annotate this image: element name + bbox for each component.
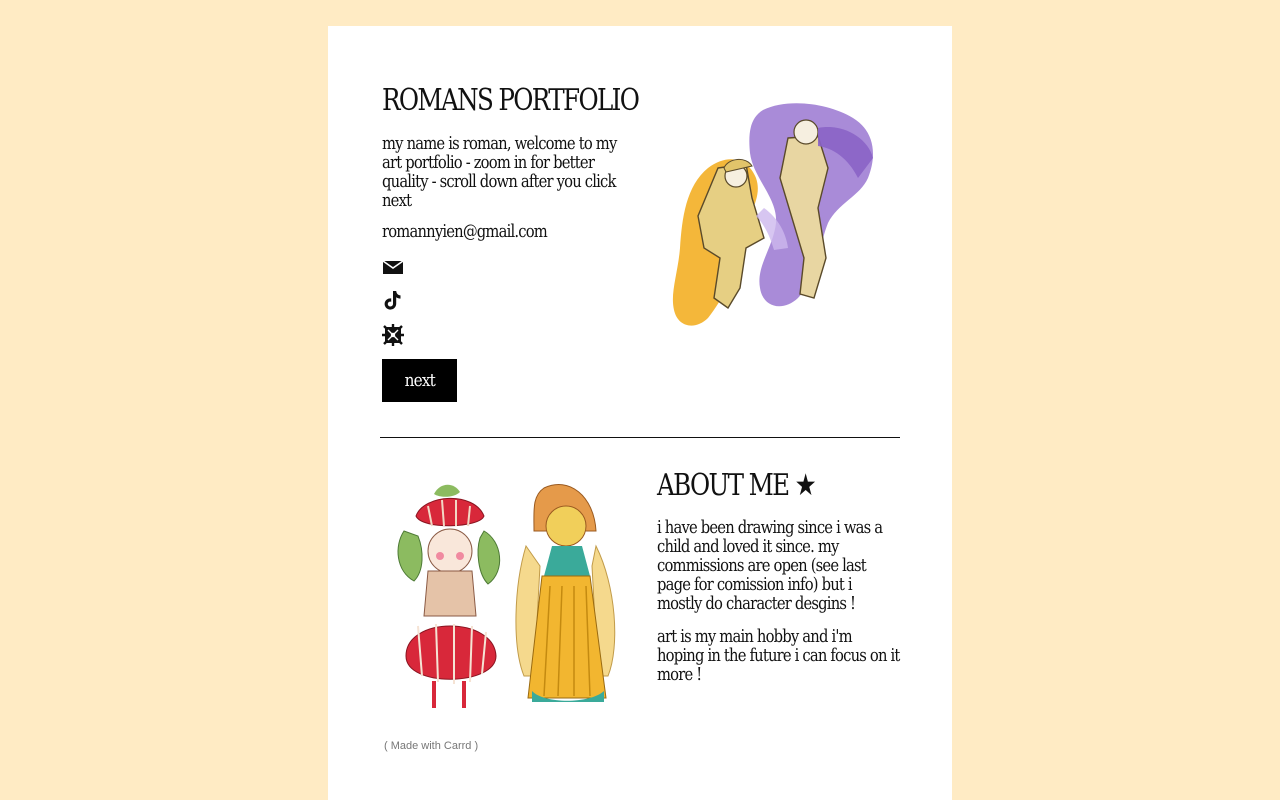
page-title: ROMANS PORTFOLIO <box>382 83 639 118</box>
next-button-label: next <box>404 370 435 391</box>
artwork-dancing-figures <box>668 98 888 330</box>
envelope-icon[interactable] <box>382 256 404 278</box>
starburst-link-icon[interactable] <box>382 324 404 346</box>
email-address: romannyien@gmail.com <box>382 221 547 242</box>
next-button[interactable] <box>382 359 457 402</box>
about-paragraph-2: art is my main hobby and i'm hoping in the future i can focus on it more ! <box>657 626 900 685</box>
about-title: ABOUT ME ★ <box>657 468 816 503</box>
about-paragraph-1: i have been drawing since i was a child and loved it since. my commissions are open (see last page for comission info) but i mostly do character desgins ! <box>657 517 883 614</box>
intro-text: my name is roman, welcome to my art portfolio - zoom in for better quality - scroll down after you click next <box>382 133 617 211</box>
section-divider <box>380 437 900 438</box>
portfolio-card <box>328 26 952 800</box>
tiktok-icon[interactable] <box>382 289 404 311</box>
made-with-carrd-link[interactable]: ( Made with Carrd ) <box>384 740 479 752</box>
artwork-character-designs <box>384 476 624 716</box>
